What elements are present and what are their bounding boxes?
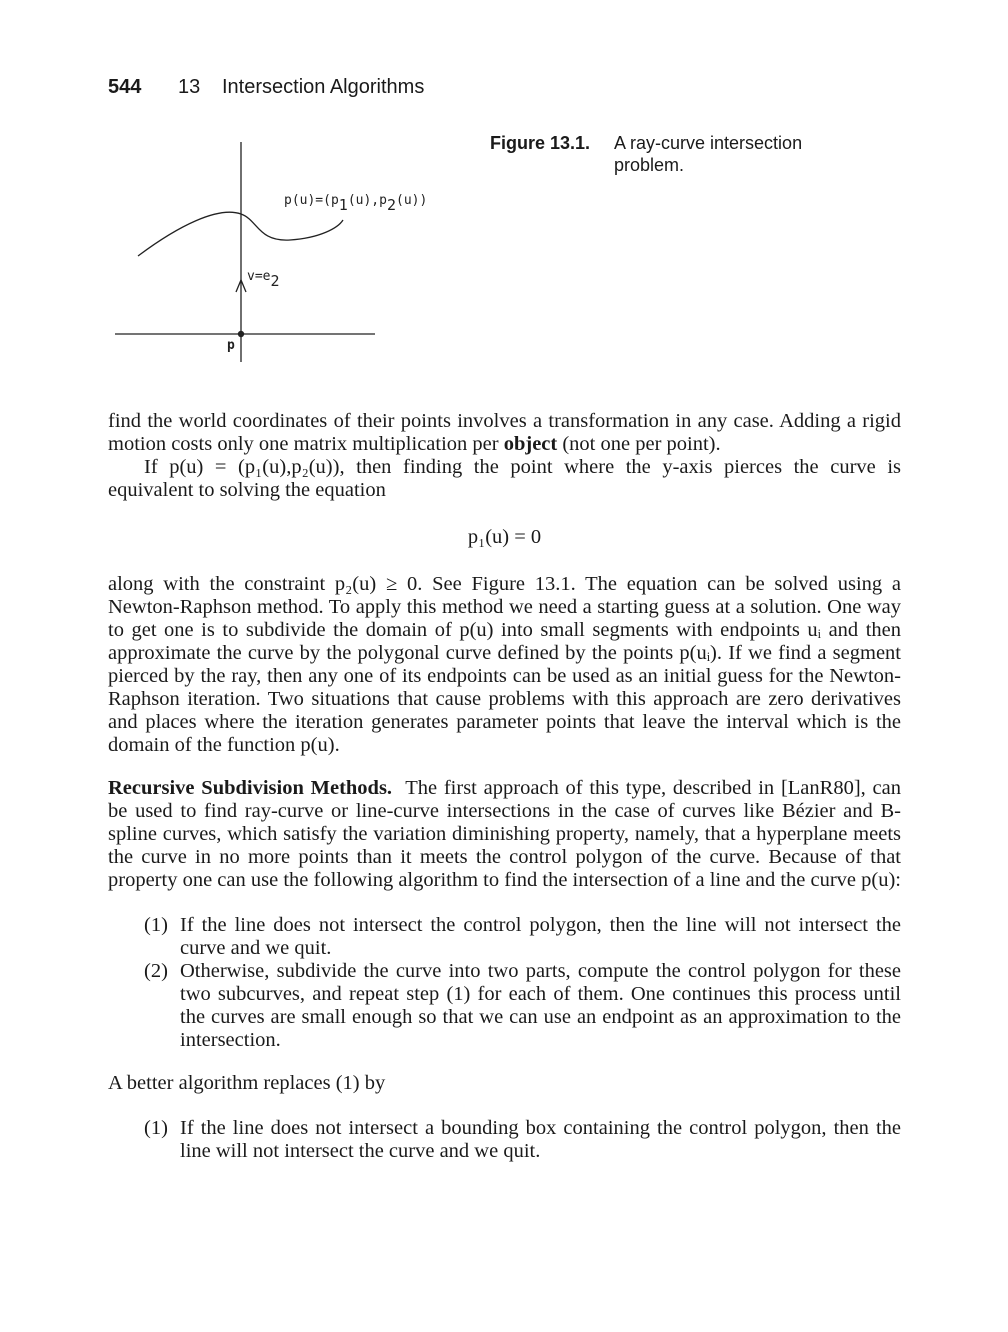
- paragraph-5: A better algorithm replaces (1) by: [108, 1072, 386, 1094]
- paragraph-3: along with the constraint p₂(u) ≥ 0. See Figure 13.1. The equation can be solved using a Newton-Raphson method. To apply this method we need a starting guess at a solution. One way to get one is to subdivide the domain of p(u) into small segments with endpoints uᵢ and then approximate the curve by the polygonal curve defined by the points p(uᵢ). If we find a segment pierced by the ray, then any one of its endpoints can be used as an initial guess for the Newton-Raphson iteration. Two situations that cause problems with this approach are zero derivatives and places where the iteration generates parameter points that leave the interval which is the domain of the function p(u).: [108, 573, 901, 756]
- chapter-number: 13: [178, 76, 201, 98]
- figure-caption-text: A ray-curve intersection problem.: [614, 133, 803, 175]
- figure-label: Figure 13.1.: [490, 133, 591, 153]
- point-p: [238, 331, 244, 337]
- section-title: Recursive Subdivision Methods.: [108, 777, 393, 799]
- vector-label: v=e2: [247, 269, 280, 290]
- list-item: (1) If the line does not intersect the control polygon, then the line will not intersect the curve and we quit.: [144, 914, 901, 959]
- list-item: (2) Otherwise, subdivide the curve into two parts, compute the control polygon for these two subcurves, and repeat step (1) for each of them. One continues this process until the curves are small enough so that we can use an endpoint as an approximation to the intersection.: [144, 960, 901, 1051]
- algorithm-list-2: [108, 1117, 901, 1163]
- page-number: 544: [108, 76, 142, 98]
- bold-object: object: [503, 433, 558, 455]
- body-text: [108, 410, 901, 1163]
- algorithm-list-1: [108, 914, 901, 1052]
- equation: p₁(u) = 0: [467, 526, 542, 548]
- list-item: (1) If the line does not intersect a bounding box containing the control polygon, then the line will not intersect the curve and we quit.: [144, 1117, 901, 1162]
- paragraph-4: Recursive Subdivision Methods. The first approach of this type, described in [LanR80], can be used to find ray-curve or line-curve intersections in the case of curves like Bézier and B-spline curves, which satisfy the variation diminishing property, namely, that a hyperplane meets the curve in no more points than it meets the control polygon of the curve. Because of that property one can use the following algorithm to find the intersection of a line and the curve p(u):: [108, 777, 901, 891]
- point-label: p: [227, 338, 235, 353]
- page-header: [108, 76, 424, 99]
- chapter-title: Intersection Algorithms: [222, 76, 425, 98]
- paragraph-1: find the world coordinates of their points involves a transformation in any case. Adding a rigid motion costs only one matrix multiplication per object (not one per point).: [108, 410, 901, 455]
- figure-13-1-diagram: [108, 130, 488, 380]
- curve-label: p(u)=(p1(u),p2(u)): [284, 193, 428, 214]
- paragraph-2: If p(u) = (p₁(u),p₂(u)), then finding the point where the y-axis pierces the curve is equivalent to solving the equation: [108, 456, 901, 501]
